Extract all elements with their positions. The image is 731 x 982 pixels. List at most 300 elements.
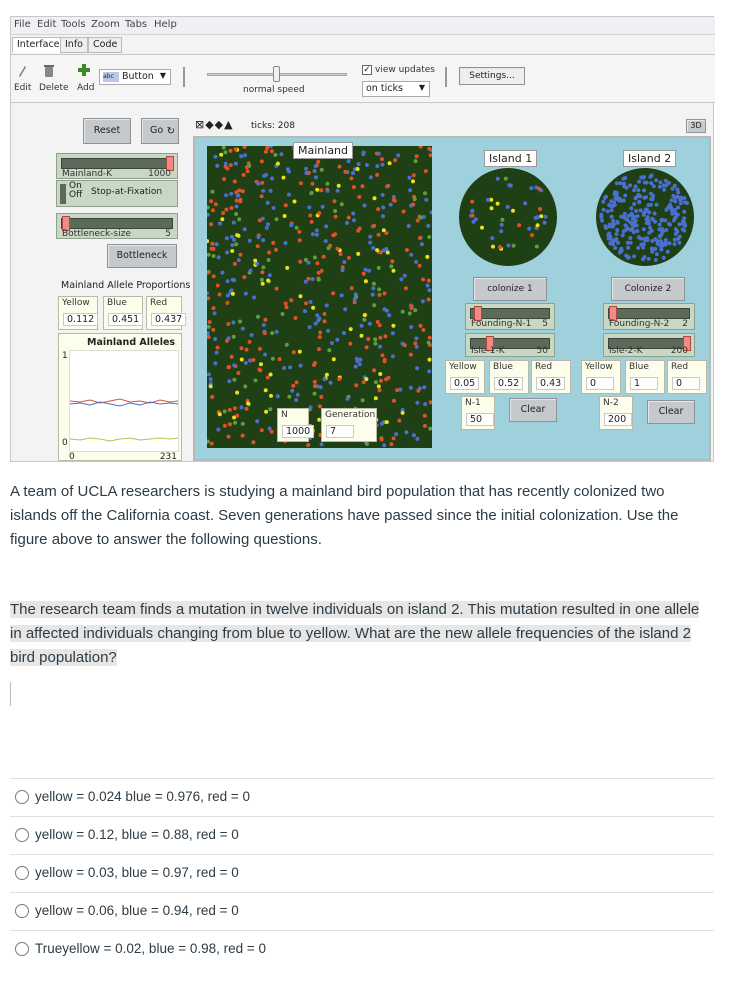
bird-dot — [607, 203, 611, 207]
bird-dot — [269, 189, 273, 193]
bird-dot — [210, 442, 214, 446]
bird-dot — [409, 306, 413, 310]
bird-dot — [647, 222, 651, 226]
world-view[interactable] — [193, 136, 711, 461]
bird-dot — [650, 174, 654, 178]
bird-dot — [372, 282, 376, 286]
bird-dot — [260, 194, 264, 198]
bird-dot — [313, 392, 317, 396]
trash-icon[interactable] — [44, 65, 54, 77]
founding-n-1-slider[interactable] — [465, 303, 555, 330]
bird-dot — [243, 384, 247, 388]
bird-dot — [610, 208, 614, 212]
bird-dot — [275, 217, 279, 221]
founding-n-2-slider[interactable] — [603, 303, 695, 330]
colonize-1-button[interactable]: colonize 1 — [473, 277, 547, 301]
bird-dot — [405, 430, 409, 434]
bird-dot — [498, 245, 502, 249]
menu-tabs[interactable]: Tabs — [125, 19, 148, 30]
bird-dot — [427, 147, 431, 151]
bird-dot — [210, 395, 214, 399]
bird-dot — [677, 241, 681, 245]
radio-button[interactable] — [15, 828, 29, 842]
stop-at-fixation-switch[interactable] — [56, 180, 178, 207]
bird-dot — [653, 237, 657, 241]
bird-dot — [261, 238, 265, 242]
bird-dot — [419, 324, 423, 328]
mainland-k-label: Mainland-K — [62, 169, 113, 179]
bird-dot — [682, 210, 686, 214]
bird-dot — [420, 242, 424, 246]
isle-2-k-label: Isle-2-K — [609, 346, 643, 356]
island2-birds — [596, 168, 694, 266]
monitor-label: Red — [150, 298, 168, 308]
bird-dot — [332, 357, 336, 361]
bird-dot — [517, 223, 521, 227]
ticks-counter: ticks: 208 — [251, 121, 295, 131]
monitor-label: Yellow — [585, 362, 613, 372]
reset-button[interactable]: Reset — [83, 118, 131, 144]
bird-dot — [363, 204, 367, 208]
bird-dot — [523, 201, 527, 205]
bird-dot — [382, 248, 386, 252]
bird-dot — [294, 316, 298, 320]
bird-dot — [260, 428, 264, 432]
bird-dot — [632, 202, 636, 206]
bird-dot — [421, 278, 425, 282]
n-2-monitor — [599, 396, 633, 430]
bird-dot — [285, 266, 289, 270]
bird-dot — [320, 269, 324, 273]
bird-dot — [224, 193, 228, 197]
bird-dot — [637, 200, 641, 204]
bird-dot — [316, 160, 320, 164]
bird-dot — [258, 218, 262, 222]
bird-dot — [337, 184, 341, 188]
menu-file[interactable]: File — [14, 19, 31, 30]
bird-dot — [636, 246, 640, 250]
bird-dot — [247, 164, 251, 168]
bird-dot — [615, 228, 619, 232]
bird-dot — [632, 254, 636, 258]
bird-dot — [353, 297, 357, 301]
bird-dot — [361, 152, 365, 156]
plot-line-yellow — [70, 438, 178, 441]
bird-dot — [263, 353, 267, 357]
bird-dot — [378, 293, 382, 297]
bird-dot — [675, 230, 679, 234]
bird-dot — [384, 377, 388, 381]
bird-dot — [381, 163, 385, 167]
switch-off-label: Off — [69, 190, 83, 200]
bird-dot — [256, 244, 260, 248]
bird-dot — [346, 397, 350, 401]
answer-cursor — [10, 682, 11, 706]
bird-dot — [325, 373, 329, 377]
bird-dot — [207, 331, 210, 335]
bird-dot — [683, 224, 687, 228]
bird-dot — [611, 219, 615, 223]
bird-dot — [308, 325, 312, 329]
bird-dot — [383, 334, 387, 338]
plot-y-min: 0 — [62, 438, 68, 448]
delete-label: Delete — [39, 83, 69, 93]
bird-dot — [365, 442, 369, 446]
bird-dot — [599, 215, 603, 219]
bird-dot — [285, 305, 289, 309]
bird-dot — [304, 280, 308, 284]
bottleneck-button[interactable]: Bottleneck — [107, 244, 177, 268]
bird-dot — [606, 209, 610, 213]
bottleneck-size-slider[interactable] — [56, 213, 178, 239]
switch-toggle[interactable] — [60, 184, 66, 204]
bird-dot — [380, 422, 384, 426]
bird-dot — [334, 215, 338, 219]
chevron-down-icon: ▼ — [159, 71, 166, 80]
generation-monitor — [321, 408, 377, 442]
bird-dot — [622, 199, 626, 203]
bird-dot — [229, 163, 233, 167]
bird-dot — [207, 325, 211, 329]
bird-dot — [377, 266, 381, 270]
bird-dot — [356, 252, 360, 256]
bird-dot — [381, 206, 385, 210]
bird-dot — [207, 253, 211, 257]
monitor-value: 0.43 — [536, 377, 565, 390]
bird-dot — [225, 339, 229, 343]
bird-dot — [258, 347, 262, 351]
tab-code[interactable]: Code — [88, 37, 122, 53]
bird-dot — [209, 384, 213, 388]
bird-dot — [283, 214, 287, 218]
bird-dot — [427, 288, 431, 292]
bird-dot — [409, 353, 413, 357]
bird-dot — [652, 184, 656, 188]
menu-bar — [11, 17, 715, 35]
bird-dot — [682, 216, 686, 220]
bird-dot — [664, 183, 668, 187]
bird-dot — [506, 205, 510, 209]
bird-dot — [284, 302, 288, 306]
update-mode-value: on ticks — [366, 83, 403, 94]
menu-edit[interactable]: Edit — [37, 19, 57, 30]
monitor-value: 0.05 — [450, 377, 479, 390]
bird-dot — [243, 146, 247, 149]
bird-dot — [423, 414, 427, 418]
bird-dot — [378, 323, 382, 327]
monitor-label: N-2 — [603, 398, 619, 408]
bird-dot — [411, 179, 415, 183]
bird-dot — [306, 443, 310, 447]
edit-label: Edit — [14, 83, 32, 93]
bird-dot — [272, 206, 276, 210]
bird-dot — [375, 173, 379, 177]
bird-dot — [427, 369, 431, 373]
widget-type-value: Button — [122, 71, 154, 82]
mainland-k-value: 1000 — [148, 169, 171, 179]
bird-dot — [290, 389, 294, 393]
bird-dot — [313, 256, 317, 260]
clear-2-button[interactable]: Clear — [647, 400, 695, 424]
tab-info[interactable]: Info — [60, 37, 88, 53]
answer-option-1[interactable] — [10, 778, 714, 816]
bird-dot — [384, 231, 388, 235]
bird-dot — [664, 238, 668, 242]
bird-dot — [260, 270, 264, 274]
bird-dot — [363, 313, 367, 317]
bird-dot — [664, 179, 668, 183]
bird-dot — [336, 189, 340, 193]
bird-dot — [635, 223, 639, 227]
bird-dot — [235, 233, 239, 237]
bird-dot — [322, 255, 326, 259]
bird-dot — [237, 258, 241, 262]
bird-dot — [427, 298, 431, 302]
bird-dot — [409, 253, 413, 257]
bird-dot — [413, 308, 417, 312]
bird-dot — [673, 242, 677, 246]
bird-dot — [529, 186, 533, 190]
bird-dot — [259, 362, 263, 366]
bird-dot — [310, 220, 314, 224]
bird-dot — [663, 243, 667, 247]
3d-button[interactable]: 3D — [686, 119, 706, 133]
bird-dot — [428, 427, 432, 431]
answer-option-3[interactable] — [10, 854, 714, 892]
bird-dot — [270, 331, 274, 335]
bird-dot — [289, 223, 293, 227]
bird-dot — [244, 292, 248, 296]
isle-2-k-slider[interactable] — [603, 333, 695, 357]
bird-dot — [472, 220, 476, 224]
founding-n-2-label: Founding-N-2 — [609, 319, 670, 329]
speed-slider-knob[interactable] — [273, 66, 280, 82]
bird-dot — [232, 378, 236, 382]
bird-dot — [326, 329, 330, 333]
monitor-value: 1000 — [282, 425, 314, 438]
mainland-red-monitor — [146, 296, 182, 330]
bird-dot — [231, 278, 235, 282]
mainland-k-slider[interactable] — [56, 153, 178, 179]
bird-dot — [335, 338, 339, 342]
monitor-label: Yellow — [449, 362, 477, 372]
bird-dot — [637, 180, 641, 184]
bird-dot — [426, 224, 430, 228]
plot-line-blue — [70, 402, 178, 406]
bird-dot — [239, 253, 243, 257]
bird-dot — [326, 189, 330, 193]
bird-dot — [399, 277, 403, 281]
bird-dot — [471, 214, 475, 218]
answer-option-5[interactable] — [10, 930, 714, 968]
bird-dot — [325, 304, 329, 308]
bird-dot — [654, 178, 658, 182]
bird-dot — [362, 272, 366, 276]
bird-dot — [226, 279, 230, 283]
update-mode-select[interactable] — [362, 81, 430, 97]
bird-dot — [287, 193, 291, 197]
isle-1-k-label: Isle-1-K — [471, 346, 505, 356]
bird-dot — [222, 146, 226, 150]
bird-dot — [352, 185, 356, 189]
clear-1-button[interactable]: Clear — [509, 398, 557, 422]
bird-dot — [421, 328, 425, 332]
bird-dot — [313, 384, 317, 388]
bird-dot — [361, 398, 365, 402]
bird-dot — [311, 277, 315, 281]
bird-dot — [683, 200, 687, 204]
bird-dot — [374, 396, 378, 400]
bird-dot — [319, 385, 323, 389]
bird-dot — [234, 162, 238, 166]
bird-dot — [423, 191, 427, 195]
bird-dot — [256, 182, 260, 186]
isle-1-k-slider[interactable] — [465, 333, 555, 357]
bird-dot — [486, 198, 490, 202]
bird-dot — [217, 255, 221, 259]
bird-dot — [260, 181, 264, 185]
bird-dot — [261, 189, 265, 193]
answer-option-2[interactable] — [10, 816, 714, 854]
switch-on-label: On — [69, 181, 82, 191]
speed-label: normal speed — [243, 85, 305, 95]
island1-red-monitor — [531, 360, 571, 394]
bird-dot — [213, 337, 217, 341]
bird-dot — [233, 421, 237, 425]
bird-dot — [418, 264, 422, 268]
answer-option-4[interactable] — [10, 892, 714, 930]
bird-dot — [220, 217, 224, 221]
bird-dot — [270, 430, 274, 434]
bottleneck-size-label: Bottleneck-size — [62, 229, 131, 239]
bird-dot — [240, 358, 244, 362]
bird-dot — [235, 414, 239, 418]
bird-dot — [351, 212, 355, 216]
bird-dot — [678, 222, 682, 226]
bird-dot — [423, 402, 427, 406]
bird-dot — [254, 378, 258, 382]
bird-dot — [342, 260, 346, 264]
bird-dot — [650, 217, 654, 221]
bird-dot — [362, 318, 366, 322]
bird-dot — [682, 229, 686, 233]
radio-button[interactable] — [15, 790, 29, 804]
pencil-icon[interactable] — [17, 65, 27, 77]
bird-dot — [304, 167, 308, 171]
tab-interface[interactable]: Interface — [12, 37, 65, 53]
bird-dot — [619, 215, 623, 219]
bird-dot — [530, 233, 534, 237]
settings-button[interactable]: Settings... — [459, 67, 525, 85]
menu-zoom[interactable]: Zoom — [91, 19, 120, 30]
bird-dot — [227, 435, 231, 439]
bird-dot — [527, 227, 531, 231]
bird-dot — [242, 275, 246, 279]
radio-button[interactable] — [15, 866, 29, 880]
bird-dot — [333, 199, 337, 203]
bird-dot — [415, 366, 419, 370]
bird-dot — [418, 236, 422, 240]
bird-dot — [214, 155, 218, 159]
bird-dot — [675, 195, 679, 199]
menu-tools[interactable]: Tools — [61, 19, 86, 30]
bird-dot — [354, 383, 358, 387]
netlogo-window — [10, 16, 714, 462]
bird-dot — [207, 440, 210, 444]
bird-dot — [315, 228, 319, 232]
bird-dot — [388, 161, 392, 165]
bird-dot — [628, 236, 632, 240]
bird-dot — [670, 198, 674, 202]
bird-dot — [299, 294, 303, 298]
bird-dot — [255, 419, 259, 423]
bird-dot — [275, 287, 279, 291]
bird-dot — [622, 182, 626, 186]
bird-dot — [288, 365, 292, 369]
bird-dot — [404, 286, 408, 290]
bird-dot — [372, 368, 376, 372]
menu-help[interactable]: Help — [154, 19, 177, 30]
separator — [445, 67, 447, 87]
bird-dot — [392, 269, 396, 273]
bird-dot — [651, 197, 655, 201]
bird-dot — [267, 258, 271, 262]
bird-dot — [373, 342, 377, 346]
bird-dot — [427, 279, 431, 283]
bird-dot — [647, 203, 651, 207]
radio-button[interactable] — [15, 942, 29, 956]
bird-dot — [324, 239, 328, 243]
plus-icon[interactable] — [78, 64, 90, 76]
stop-fixation-label: Stop-at-Fixation — [91, 187, 163, 197]
bird-dot — [230, 249, 234, 253]
widget-type-select[interactable] — [99, 69, 171, 85]
bird-dot — [377, 152, 381, 156]
bird-dot — [604, 195, 608, 199]
bird-dot — [282, 176, 286, 180]
bird-dot — [241, 422, 245, 426]
bird-dot — [616, 241, 620, 245]
bird-dot — [504, 177, 508, 181]
view-controls-icons[interactable]: ⊠◆◆▲ — [195, 118, 234, 131]
bird-dot — [212, 247, 216, 251]
bird-dot — [230, 206, 234, 210]
bird-dot — [367, 269, 371, 273]
bird-dot — [357, 162, 361, 166]
bird-dot — [315, 188, 319, 192]
bird-dot — [424, 169, 428, 173]
colonize-2-button[interactable]: Colonize 2 — [611, 277, 685, 301]
bird-dot — [330, 341, 334, 345]
bird-dot — [257, 235, 261, 239]
go-button[interactable] — [141, 118, 179, 144]
n-monitor — [277, 408, 309, 442]
bird-dot — [310, 191, 314, 195]
bird-dot — [611, 242, 615, 246]
monitor-value: 50 — [466, 413, 494, 426]
bird-dot — [225, 167, 229, 171]
bird-dot — [362, 380, 366, 384]
bird-dot — [317, 278, 321, 282]
bird-dot — [385, 420, 389, 424]
bird-dot — [232, 335, 236, 339]
bird-dot — [371, 293, 375, 297]
bird-dot — [299, 181, 303, 185]
radio-button[interactable] — [15, 904, 29, 918]
view-updates-checkbox[interactable]: ✓ — [363, 65, 371, 75]
bird-dot — [234, 212, 238, 216]
bird-dot — [281, 312, 285, 316]
